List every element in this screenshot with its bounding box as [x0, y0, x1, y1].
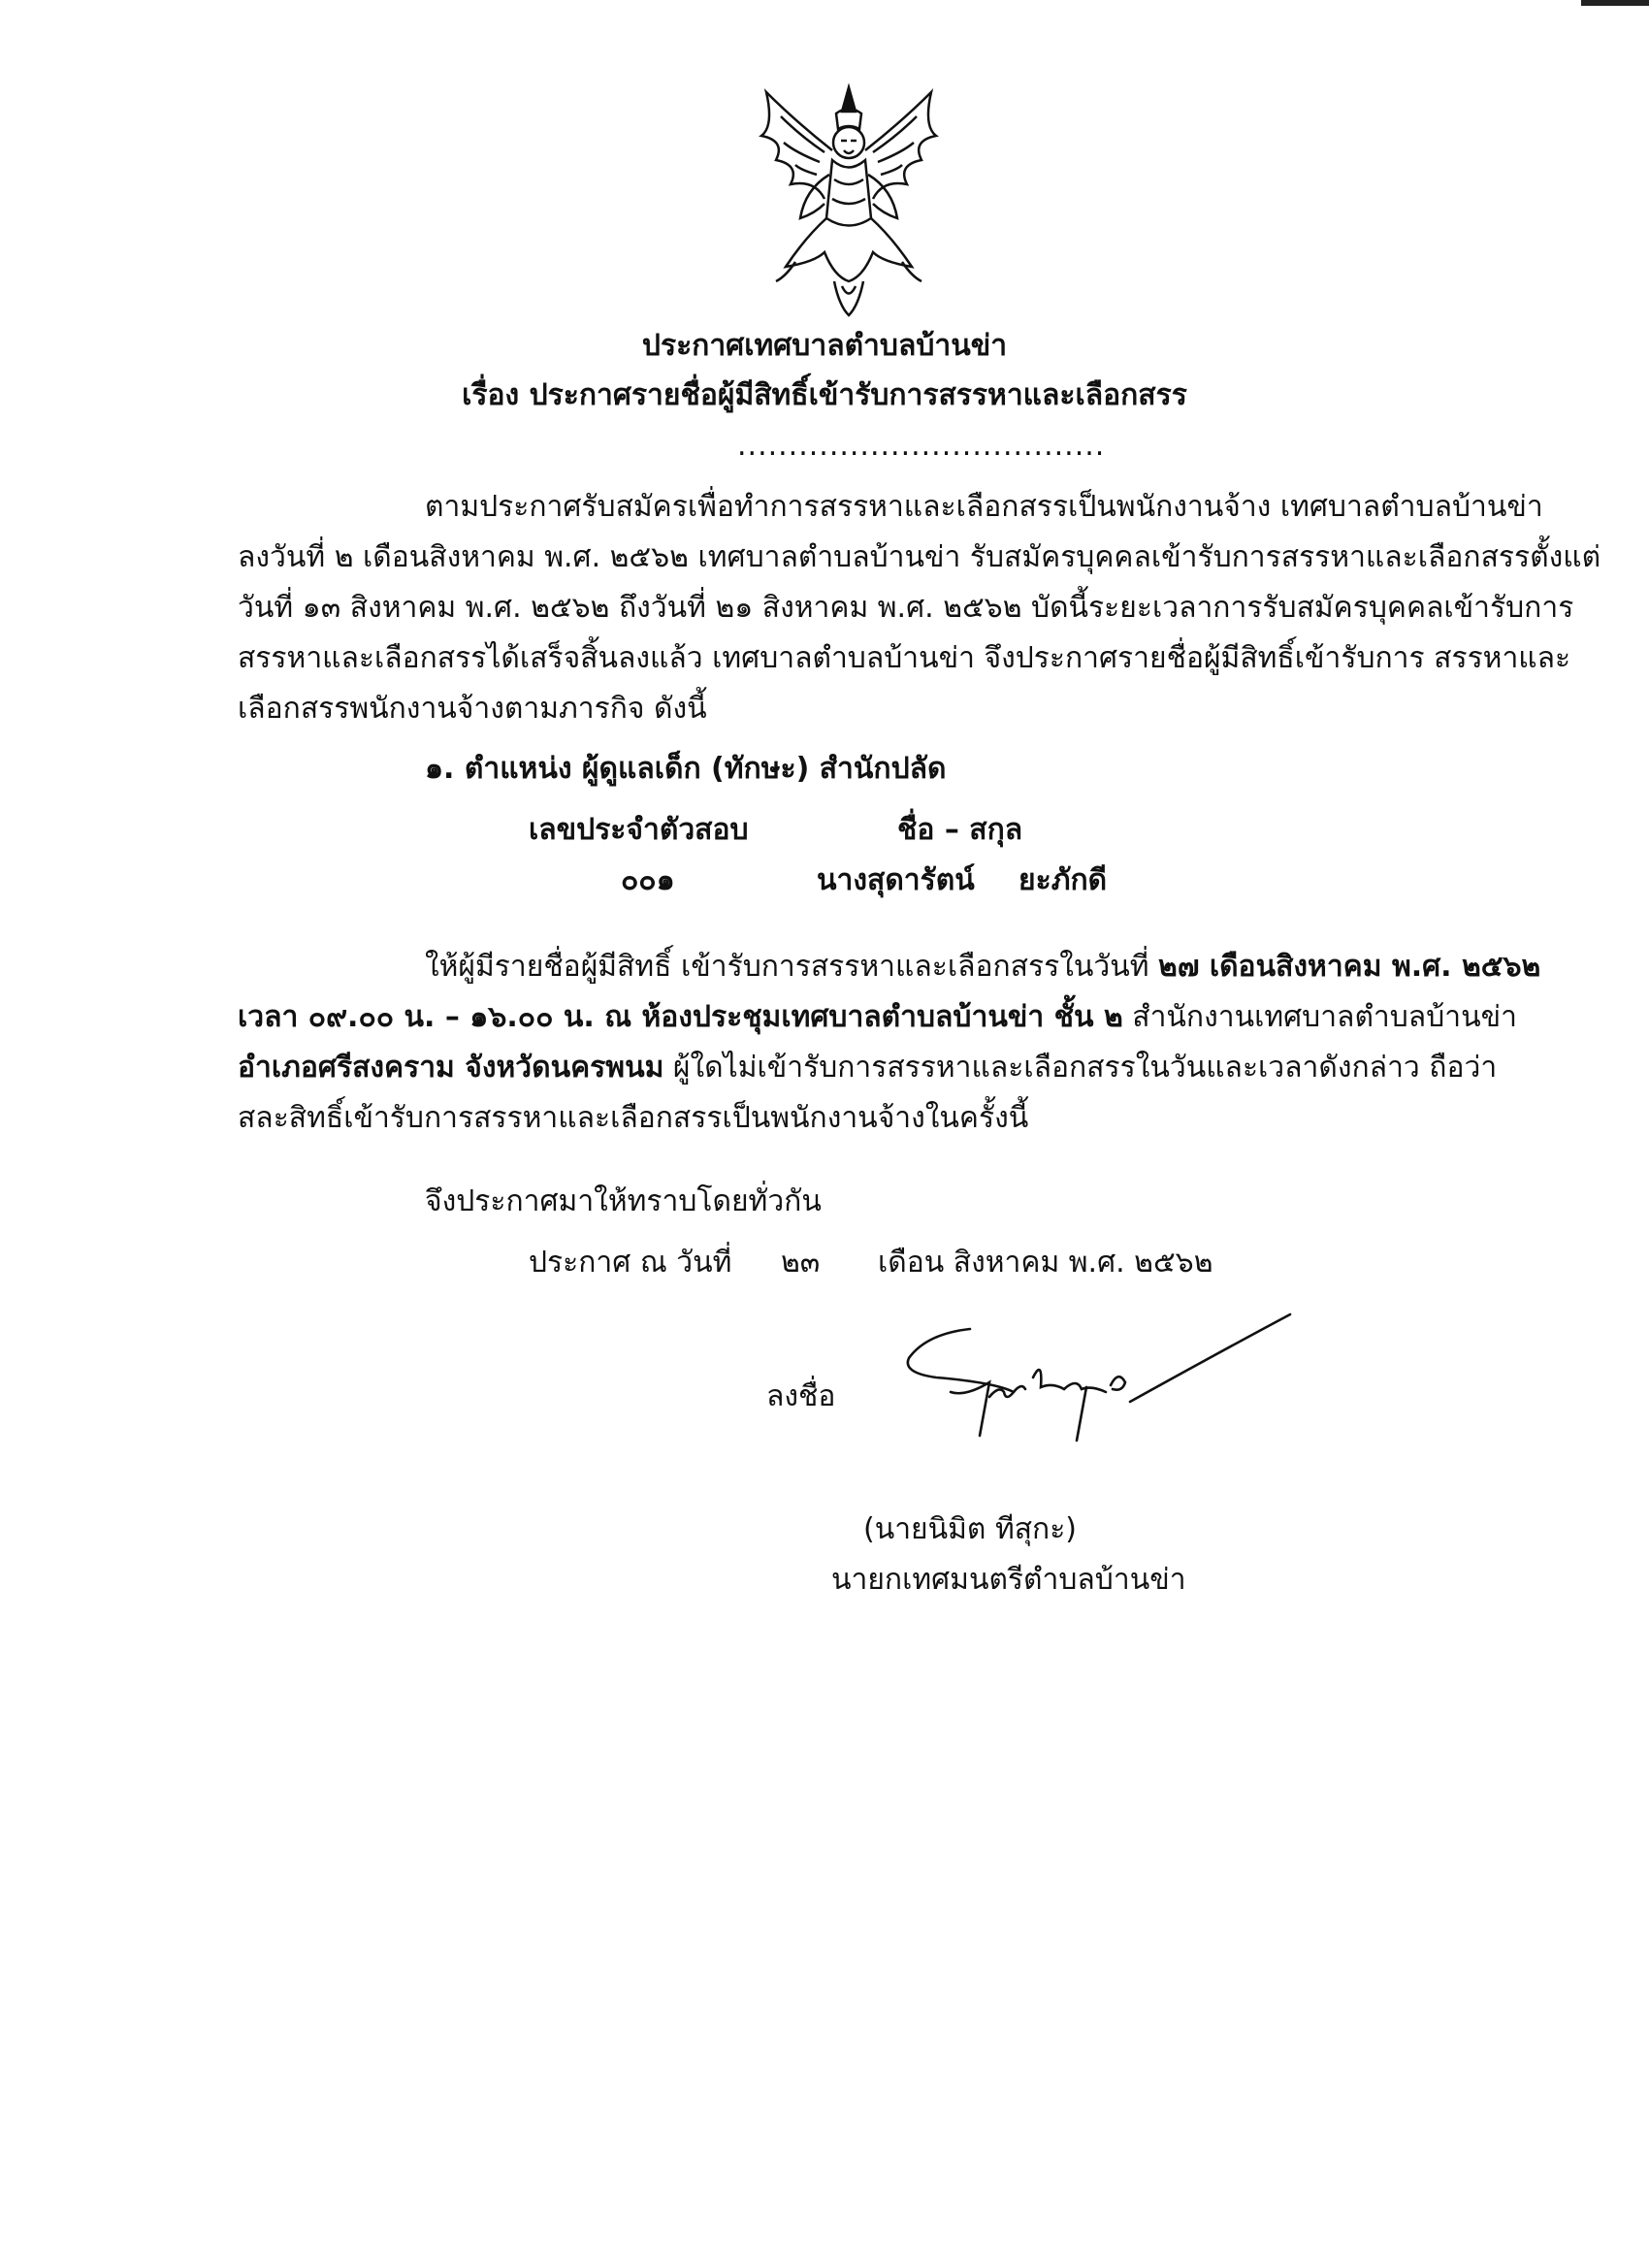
- header-divider: ....................................: [737, 429, 1106, 463]
- candidate-first-name: นางสุดารัตน์: [817, 863, 975, 897]
- subject-text: ประกาศรายชื่อผู้มีสิทธิ์เข้ารับการสรรหาและเลือกสรร: [529, 378, 1187, 412]
- position-heading: ๑. ตำแหน่ง ผู้ดูแลเด็ก (ทักษะ) สำนักปลัด: [425, 752, 947, 786]
- paragraph2-line4: สละสิทธิ์เข้ารับการสรรหาและเลือกสรรเป็นพนักงานจ้างในครั้งนี้: [238, 1101, 1029, 1135]
- paragraph2-line2: [238, 998, 1517, 1037]
- garuda-emblem-icon: [747, 82, 951, 320]
- date-month-year: เดือน สิงหาคม พ.ศ. ๒๕๖๒: [878, 1246, 1213, 1280]
- paragraph1-line3: วันที่ ๑๓ สิงหาคม พ.ศ. ๒๕๖๒ ถึงวันที่ ๒๑ สิงหาคม พ.ศ. ๒๕๖๒ บัดนี้ระยะเวลาการรับสมัครบุคคลเข้ารับการ: [238, 591, 1574, 625]
- p2-line2-normal: สำนักงานเทศบาลตำบลบ้านข่า: [1132, 1000, 1517, 1034]
- p2-line3-normal: ผู้ใดไม่เข้ารับการสรรหาและเลือกสรรในวันและเวลาดังกล่าว ถือว่า: [672, 1051, 1498, 1085]
- signer-name: (นายนิมิต ทีสุกะ): [863, 1512, 1078, 1546]
- handwritten-signature: [897, 1300, 1295, 1465]
- table-header-name: ชื่อ – สกุล: [897, 813, 1023, 847]
- scan-edge-mark: [1581, 0, 1649, 6]
- paragraph2-line3: [238, 1049, 1498, 1087]
- paragraph1-line4: สรรหาและเลือกสรรได้เสร็จสิ้นลงแล้ว เทศบาลตำบลบ้านข่า จึงประกาศรายชื่อผู้มีสิทธิ์เข้ารับการ สรรหาและ: [238, 641, 1571, 675]
- document-title: ประกาศเทศบาลตำบลบ้านข่า: [641, 329, 1008, 363]
- p2-line1-normal: ให้ผู้มีรายชื่อผู้มีสิทธิ์ เข้ารับการสรรหาและเลือกสรรในวันที่: [425, 950, 1149, 984]
- announce-line: จึงประกาศมาให้ทราบโดยทั่วกัน: [425, 1184, 822, 1218]
- date-day: ๒๓: [781, 1246, 821, 1280]
- paragraph2-line1: [425, 948, 1541, 987]
- paragraph1-line1: ตามประกาศรับสมัครเพื่อทำการสรรหาและเลือกสรรเป็นพนักงานจ้าง เทศบาลตำบลบ้านข่า: [425, 490, 1543, 524]
- p2-line2-bold: เวลา ๐๙.๐๐ น. – ๑๖.๐๐ น. ณ ห้องประชุมเทศบาลตำบลบ้านข่า ชั้น ๒: [238, 1000, 1123, 1034]
- signer-title: นายกเทศมนตรีตำบลบ้านข่า: [831, 1563, 1186, 1597]
- paragraph1-line5: เลือกสรรพนักงานจ้างตามภารกิจ ดังนี้: [238, 692, 707, 726]
- candidate-last-name: ยะภักดี: [1018, 863, 1108, 897]
- table-header-id: เลขประจำตัวสอบ: [529, 813, 749, 847]
- p2-line1-bold: ๒๗ เดือนสิงหาคม พ.ศ. ๒๕๖๒: [1158, 950, 1541, 984]
- p2-line3-bold: อำเภอศรีสงคราม จังหวัดนครพนม: [238, 1051, 664, 1085]
- document-subject: [0, 376, 1649, 415]
- candidate-id: ๐๐๑: [621, 863, 675, 897]
- date-prefix: ประกาศ ณ วันที่: [529, 1246, 732, 1280]
- subject-label: เรื่อง: [462, 378, 520, 412]
- paragraph1-line2: ลงวันที่ ๒ เดือนสิงหาคม พ.ศ. ๒๕๖๒ เทศบาลตำบลบ้านข่า รับสมัครบุคคลเข้ารับการสรรหาและเลือกสรรตั้งแต่: [238, 540, 1601, 574]
- sign-label: ลงชื่อ: [766, 1379, 836, 1413]
